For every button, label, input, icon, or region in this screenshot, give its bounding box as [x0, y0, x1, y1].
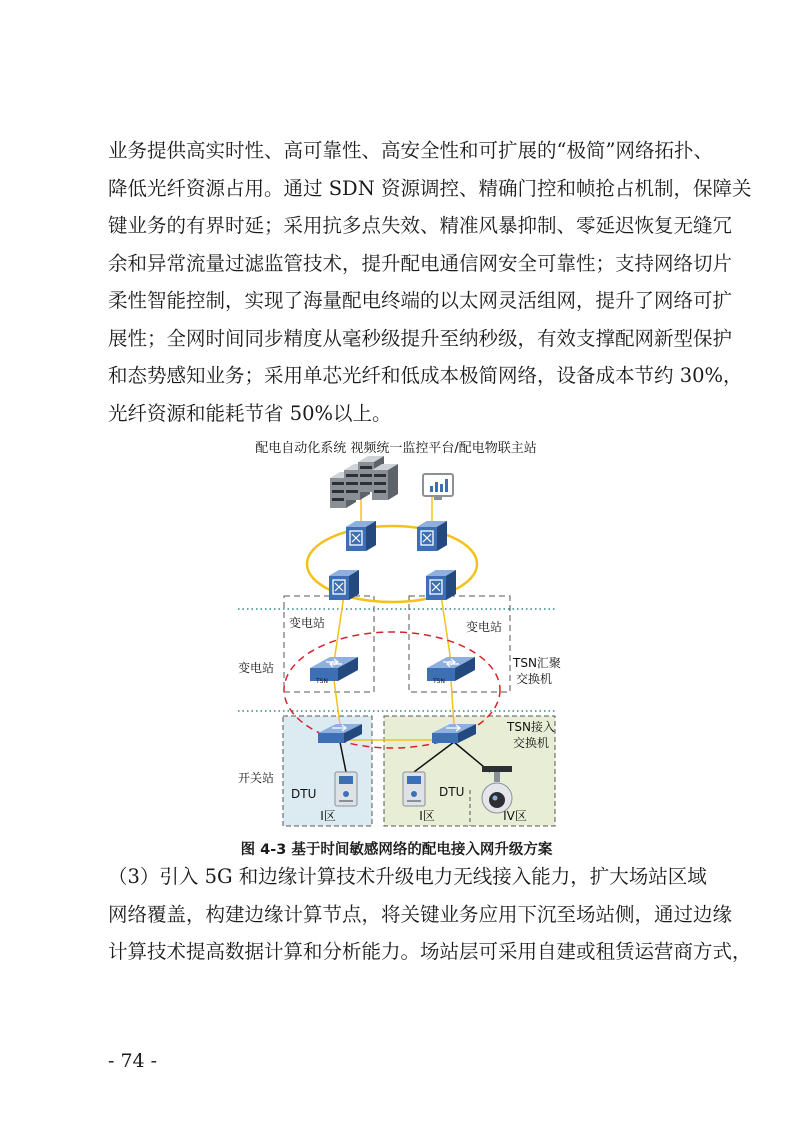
paragraph-line: 光纤资源和能耗节省 50%以上。	[108, 401, 392, 425]
zone-label: I区	[419, 809, 435, 823]
substation-box-label: 变电站	[466, 620, 503, 634]
paragraph-line: 网络覆盖，构建边缘计算节点，将关键业务应用下沉至场站侧，通过边缘	[108, 902, 733, 926]
dtu-device-icon	[335, 772, 357, 806]
tsn-tag: TSN	[433, 678, 445, 685]
paragraph-line: 展性；全网时间同步精度从毫秒级提升至纳秒级，有效支撑配网新型保护	[108, 326, 733, 350]
server-cluster-icon	[330, 456, 398, 508]
tsn-aggregation-label: TSN汇聚	[513, 656, 561, 670]
paragraph-line: 键业务的有界时延；采用抗多点失效、精准风暴抑制、零延迟恢复无缝冗	[108, 214, 733, 237]
substation-box-label: 变电站	[289, 616, 326, 630]
top-systems-label: 配电自动化系统 视频统一监控平台/配电物联主站	[255, 441, 537, 456]
monitor-icon	[423, 474, 453, 500]
core-switch-icon	[346, 521, 376, 551]
tsn-aggregation-label: 交换机	[516, 672, 553, 686]
paragraph-2	[108, 858, 752, 971]
dtu-label: DTU	[439, 785, 465, 799]
zone-label: IV区	[503, 809, 527, 823]
core-switch-icon	[426, 570, 456, 600]
tier-label-substation: 变电站	[238, 661, 275, 675]
dtu-device-icon	[403, 772, 425, 806]
paragraph-line: （3）引入 5G 和边缘计算技术升级电力无线接入能力，扩大场站区域	[108, 865, 707, 888]
dtu-label: DTU	[291, 787, 317, 801]
core-switch-icon	[417, 521, 447, 551]
paragraph-line: 余和异常流量过滤监管技术，提升配电通信网安全可靠性；支持网络切片	[108, 251, 733, 275]
core-switch-icon	[329, 570, 359, 600]
tsn-tag: TSN	[316, 678, 328, 685]
tier-label-switch-station: 开关站	[238, 771, 275, 785]
paragraph-line: 柔性智能控制，实现了海量配电终端的以太网灵活组网，提升了网络可扩	[108, 289, 733, 312]
tsn-access-label: 交换机	[513, 736, 550, 750]
paragraph-line: 计算技术提高数据计算和分析能力。场站层可采用自建或租赁运营商方式，	[108, 940, 752, 963]
figure-caption: 图 4-3 基于时间敏感网络的配电接入网升级方案	[240, 842, 553, 858]
zone-label: I区	[320, 809, 336, 823]
paragraph-line: 降低光纤资源占用。通过 SDN 资源调控、精确门控和帧抢占机制，保障关	[108, 176, 752, 200]
paragraph-line: 业务提供高实时性、高可靠性、高安全性和可扩展的“极简”网络拓扑、	[108, 139, 713, 162]
page-number: - 74 -	[108, 1050, 158, 1072]
paragraph-line: 和态势感知业务；采用单芯光纤和低成本极简网络，设备成本节约 30%，	[108, 364, 743, 387]
tsn-access-label: TSN接入	[507, 720, 555, 734]
